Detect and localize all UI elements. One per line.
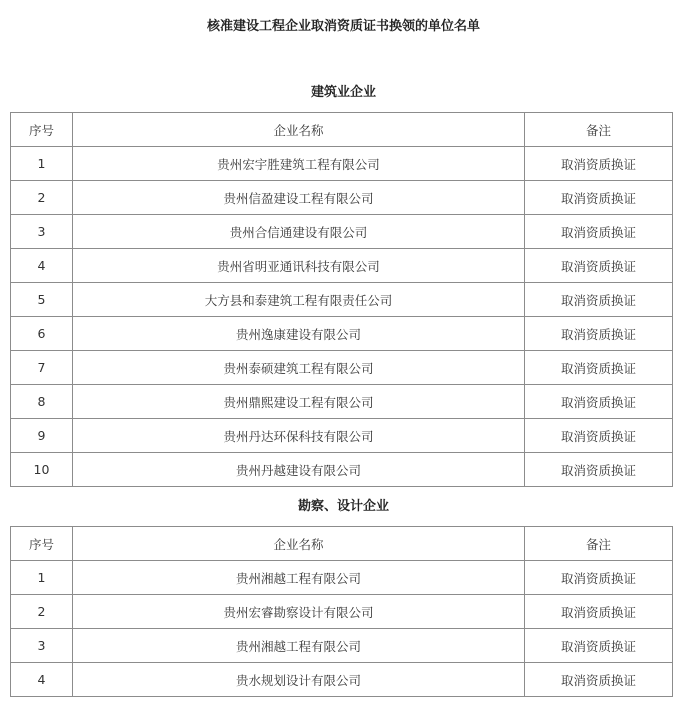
row-number: 1 — [11, 147, 73, 181]
company-name: 贵州合信通建设有限公司 — [73, 215, 525, 249]
row-number: 1 — [11, 561, 73, 595]
company-name: 贵州湘越工程有限公司 — [73, 629, 525, 663]
remark: 取消资质换证 — [525, 629, 673, 663]
column-header-name: 企业名称 — [73, 527, 525, 561]
table-row — [11, 283, 673, 317]
row-number: 5 — [11, 283, 73, 317]
company-name: 贵州丹越建设有限公司 — [73, 453, 525, 487]
remark: 取消资质换证 — [525, 147, 673, 181]
row-number: 2 — [11, 595, 73, 629]
company-name: 大方县和泰建筑工程有限责任公司 — [73, 283, 525, 317]
remark: 取消资质换证 — [525, 453, 673, 487]
row-number: 3 — [11, 629, 73, 663]
company-name: 贵州湘越工程有限公司 — [73, 561, 525, 595]
row-number: 2 — [11, 181, 73, 215]
table-row — [11, 595, 673, 629]
company-name: 贵州信盈建设工程有限公司 — [73, 181, 525, 215]
column-header-no: 序号 — [11, 113, 73, 147]
company-name: 贵州宏宇胜建筑工程有限公司 — [73, 147, 525, 181]
column-header-remark: 备注 — [525, 113, 673, 147]
column-header-name: 企业名称 — [73, 113, 525, 147]
remark: 取消资质换证 — [525, 283, 673, 317]
remark: 取消资质换证 — [525, 249, 673, 283]
company-name: 贵州宏睿勘察设计有限公司 — [73, 595, 525, 629]
table-row — [11, 351, 673, 385]
table-row — [11, 181, 673, 215]
remark: 取消资质换证 — [525, 215, 673, 249]
remark: 取消资质换证 — [525, 385, 673, 419]
row-number: 8 — [11, 385, 73, 419]
table-row — [11, 317, 673, 351]
row-number: 6 — [11, 317, 73, 351]
section-title-construction: 建筑业企业 — [310, 85, 376, 100]
remark: 取消资质换证 — [525, 317, 673, 351]
construction-enterprise-table — [10, 112, 673, 487]
table-row — [11, 419, 673, 453]
company-name: 贵州泰硕建筑工程有限公司 — [73, 351, 525, 385]
remark: 取消资质换证 — [525, 181, 673, 215]
company-name: 贵水规划设计有限公司 — [73, 663, 525, 697]
table-row — [11, 629, 673, 663]
remark: 取消资质换证 — [525, 351, 673, 385]
row-number: 9 — [11, 419, 73, 453]
column-header-no: 序号 — [11, 527, 73, 561]
remark: 取消资质换证 — [525, 663, 673, 697]
table-row — [11, 249, 673, 283]
table-row — [11, 147, 673, 181]
column-header-remark: 备注 — [525, 527, 673, 561]
row-number: 3 — [11, 215, 73, 249]
row-number: 4 — [11, 663, 73, 697]
page-title: 核准建设工程企业取消资质证书换领的单位名单 — [206, 19, 480, 34]
company-name: 贵州鼎熙建设工程有限公司 — [73, 385, 525, 419]
row-number: 4 — [11, 249, 73, 283]
row-number: 10 — [11, 453, 73, 487]
remark: 取消资质换证 — [525, 595, 673, 629]
row-number: 7 — [11, 351, 73, 385]
remark: 取消资质换证 — [525, 561, 673, 595]
survey-design-enterprise-table — [10, 526, 673, 697]
table-row — [11, 561, 673, 595]
table-row — [11, 453, 673, 487]
table-header-row — [11, 527, 673, 561]
company-name: 贵州逸康建设有限公司 — [73, 317, 525, 351]
company-name: 贵州丹达环保科技有限公司 — [73, 419, 525, 453]
table-row — [11, 215, 673, 249]
table-header-row — [11, 113, 673, 147]
company-name: 贵州省明亚通讯科技有限公司 — [73, 249, 525, 283]
section-title-survey-design: 勘察、设计企业 — [297, 499, 389, 514]
table-row — [11, 663, 673, 697]
remark: 取消资质换证 — [525, 419, 673, 453]
table-row — [11, 385, 673, 419]
